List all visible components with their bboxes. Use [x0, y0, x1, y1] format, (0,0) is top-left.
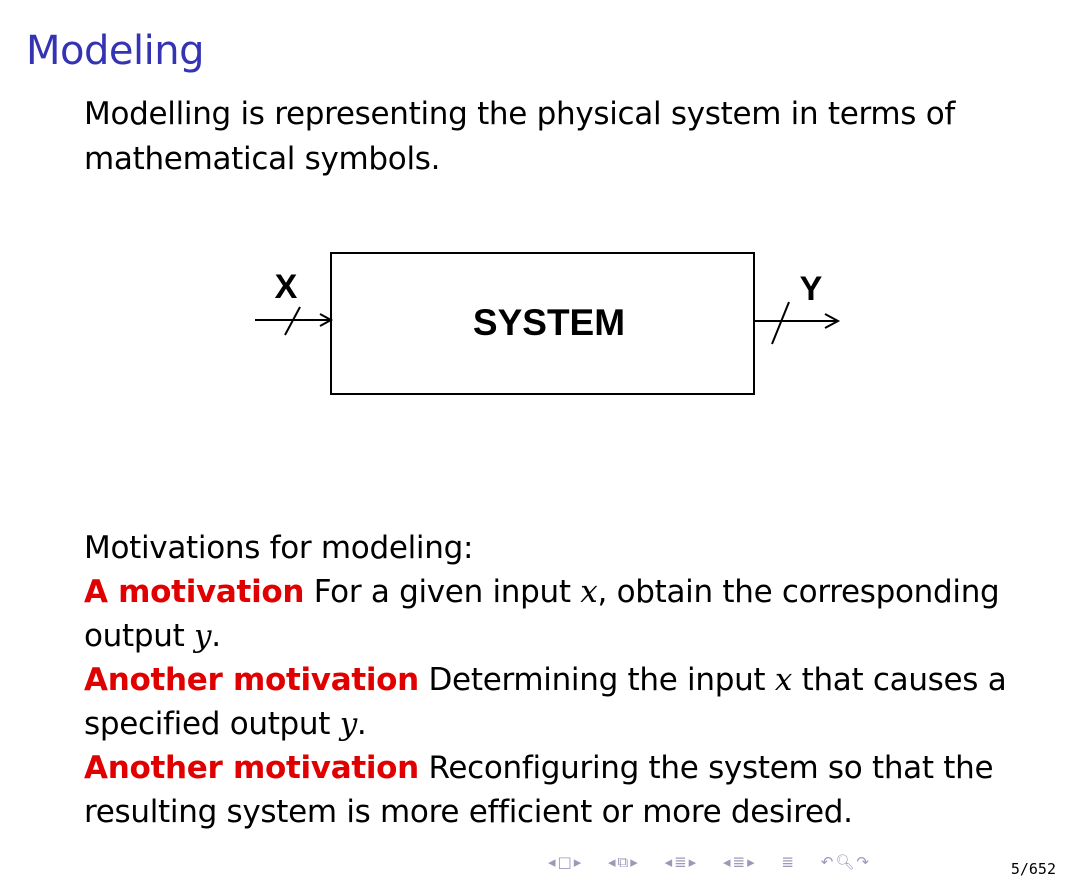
- slide-title: Modeling: [26, 28, 204, 74]
- motivations-block: [84, 526, 1024, 834]
- motivations-heading: Motivations for modeling:: [84, 530, 474, 566]
- nav-frame-icon[interactable]: ◂□▸: [548, 853, 584, 871]
- system-block-diagram: [240, 240, 860, 410]
- input-label: X: [274, 268, 298, 306]
- motivation-text: .: [356, 706, 367, 742]
- nav-back-search-forward-icon[interactable]: ↶🔍︎↷: [820, 853, 871, 871]
- motivation-text: For a given input: [304, 574, 581, 610]
- beamer-navigation-bar: [548, 853, 889, 871]
- motivation-text: Reconfiguring the system so that the resulting system is more efficient or more desired.: [84, 750, 994, 830]
- output-label: Y: [799, 270, 823, 308]
- motivation-label: Another motivation: [84, 662, 419, 698]
- output-bus-slash: [772, 302, 789, 344]
- motivation-item: [84, 658, 1024, 746]
- motivation-label: A motivation: [84, 574, 305, 610]
- math-variable: x: [774, 662, 793, 698]
- page-number: 5/652: [1010, 860, 1056, 878]
- nav-align-icon[interactable]: ≣: [781, 853, 796, 871]
- motivation-text: Determining the input: [418, 662, 775, 698]
- motivation-item: [84, 746, 1024, 834]
- motivation-text: .: [211, 618, 221, 654]
- motivation-label: Another motivation: [84, 750, 419, 786]
- motivation-text: , obtain the corresponding output: [84, 574, 1000, 654]
- system-label: SYSTEM: [472, 302, 626, 343]
- motivation-text: that causes a specified output: [84, 662, 1007, 742]
- nav-section-icon[interactable]: ◂≣▸: [664, 853, 699, 871]
- intro-paragraph: Modelling is representing the physical system in terms of mathematical symbols.: [84, 96, 955, 177]
- math-variable: x: [580, 574, 598, 610]
- nav-document-icon[interactable]: ◂≣▸: [723, 853, 757, 871]
- math-variable: y: [194, 618, 212, 654]
- nav-subsection-icon[interactable]: ◂⧉▸: [608, 853, 640, 871]
- math-variable: y: [339, 706, 357, 742]
- motivation-item: [84, 570, 1024, 658]
